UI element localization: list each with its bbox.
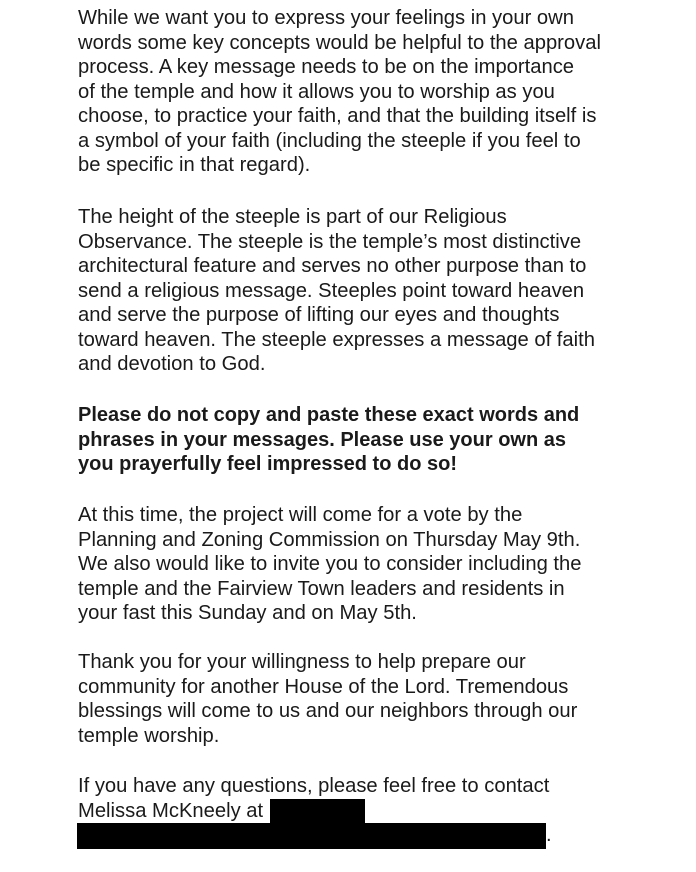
text-line: temple and the Fairview Town leaders and residents in (78, 577, 565, 600)
text-line: of the temple and how it allows you to worship as you (78, 80, 555, 103)
redaction-bar (77, 823, 546, 849)
text-line: Please do not copy and paste these exact words and (78, 404, 580, 426)
paragraph-contact (78, 774, 678, 823)
text-line: While we want you to express your feelings in your own (78, 7, 574, 29)
redaction-bar (270, 799, 365, 824)
paragraph-thank-you (78, 650, 678, 748)
text-line: Planning and Zoning Commission on Thursday May 9th. (78, 528, 581, 551)
text-line: toward heaven. The steeple expresses a message of faith (78, 328, 595, 351)
paragraph-vote-date (78, 503, 678, 626)
text-line: The height of the steeple is part of our Religious (78, 206, 507, 228)
text-line: architectural feature and serves no other purpose than to (78, 255, 587, 277)
text-line: and devotion to God. (78, 353, 266, 375)
text-line: Melissa McKneely at (78, 799, 264, 822)
text-line: If you have any questions, please feel free to contact (78, 775, 550, 797)
text-line: community for another House of the Lord. Tremendous (78, 675, 569, 698)
paragraph-steeple-height (78, 205, 678, 377)
text-line: Thank you for your willingness to help prepare our (78, 651, 526, 673)
text-line: you prayerfully feel impressed to do so! (78, 453, 457, 475)
text-line: and serve the purpose of lifting our eyes and thoughts (78, 304, 560, 326)
trailing-period: . (546, 824, 552, 846)
text-line: temple worship. (78, 724, 220, 747)
text-line: be specific in that regard). (78, 154, 311, 176)
paragraph-bold-notice (78, 403, 678, 477)
text-line: blessings will come to us and our neighbors through our (78, 700, 578, 722)
text-line: phrases in your messages. Please use your own as (78, 428, 566, 451)
text-line: process. A key message needs to be on the importance (78, 56, 575, 78)
text-line: choose, to practice your faith, and that the building itself is (78, 105, 597, 127)
text-line: your fast this Sunday and on May 5th. (78, 602, 417, 624)
text-line: a symbol of your faith (including the steeple if you feel to (78, 129, 581, 152)
text-line: words some key concepts would be helpful to the approval (78, 31, 601, 54)
text-line: send a religious message. Steeples point toward heaven (78, 279, 585, 302)
paragraph-key-concepts (78, 6, 678, 178)
text-line: At this time, the project will come for a vote by the (78, 504, 523, 526)
text-line: Observance. The steeple is the temple’s most distinctive (78, 230, 582, 253)
text-line: We also would like to invite you to consider including the (78, 553, 582, 575)
